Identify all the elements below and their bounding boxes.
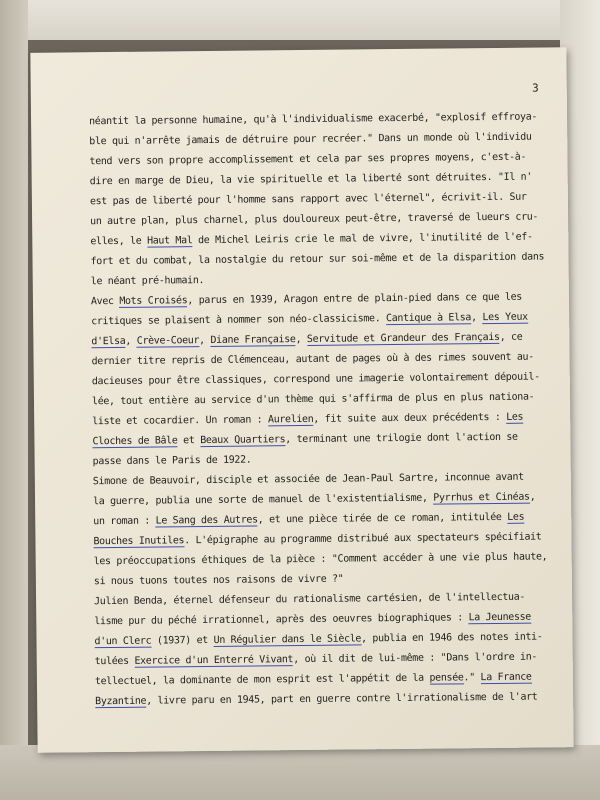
text-run: la guerre, publia une sorte de manuel de l'existentialisme, xyxy=(92,492,434,508)
text-run: les préoccupations éthiques de la pièce : "Comment accéder à une vie plus haute, xyxy=(93,551,548,568)
underlined-title: Cantique à Elsa xyxy=(385,312,472,325)
underlined-title: Servitude et Grandeur des Français xyxy=(306,331,500,345)
underlined-title: d'Elsa xyxy=(91,335,126,348)
text-run: , xyxy=(471,312,483,324)
underlined-title: Haut Mal xyxy=(146,235,193,247)
typed-page xyxy=(30,47,573,753)
underlined-title: Le Sang des Autres xyxy=(155,514,258,527)
underlined-title: Les Yeux xyxy=(482,311,528,324)
text-run: un autre plan, plus charnel, plus douloureux peut-être, traversé de lueurs cru- xyxy=(90,211,539,228)
text-run: néantit la personne humaine, qu'à l'individualisme exacerbé, "explosif effroya- xyxy=(89,111,538,128)
text-run: tulées xyxy=(94,655,135,668)
text-run: elles, le xyxy=(90,235,148,248)
underlined-title: La France xyxy=(480,671,532,684)
text-run: (1937) et xyxy=(151,634,214,647)
underlined-title: Diane Française xyxy=(210,334,296,346)
text-run: dacieuses pour être classiques, correspond une imagerie volontairement dépouil- xyxy=(91,371,540,388)
text-run: , terminant une trilogie dont l'action se xyxy=(285,431,518,446)
text-run: dire en marge de Dieu, la vie spirituelle et la liberté sont détruites. "Il n' xyxy=(89,171,533,188)
text-run: est pas de liberté pour l'homme sans rapport avec l'éternel", écrivit-il. Sur xyxy=(89,191,527,208)
text-run: un roman : xyxy=(93,515,156,528)
background-surface-bottom xyxy=(0,745,600,800)
text-run: tellectuel, la dominante de mon esprit est l'appétit de la xyxy=(94,672,430,688)
text-run: ble qui n'arrête jamais de détruire pour recréer." Dans un monde où l'individu xyxy=(89,131,532,148)
text-run: fort et du combat, la nostalgie du retour sur soi-même et de la disparition dans xyxy=(90,251,545,268)
background-surface-left xyxy=(0,0,28,800)
text-run: Avec xyxy=(90,295,120,308)
text-run: . L'épigraphe au programme distribué aux spectateurs spécifiait xyxy=(184,531,542,547)
background-surface-top xyxy=(0,0,600,40)
underlined-title: Exercice d'un Enterré Vivant xyxy=(134,654,294,667)
paragraph xyxy=(93,467,564,592)
text-run: , fit suite aux deux précédents : xyxy=(313,411,507,425)
text-run: et xyxy=(177,435,201,447)
paragraph xyxy=(91,287,563,472)
text-run: Julien Benda, éternel défenseur du rationalisme cartésien, de l'intellectua- xyxy=(94,591,526,608)
text-run: , ce xyxy=(499,331,523,343)
text-run: tend vers son propre accomplissement et cela par ses propres moyens, c'est-à- xyxy=(89,151,527,168)
underlined-title: La Jeunesse xyxy=(468,611,531,624)
text-run: ." xyxy=(463,672,481,684)
text-run: lisme pur du péché irrationnel, après des oeuvres biographiques : xyxy=(94,612,469,628)
underlined-title: Aurelien xyxy=(267,413,314,426)
text-run: , xyxy=(199,334,211,347)
text-line xyxy=(95,687,565,712)
text-run: , parus en 1939, Aragon entre de plain-pied dans ce que les xyxy=(187,291,522,307)
underlined-title: Pyrrhus et Cinéas xyxy=(433,491,530,504)
paragraph xyxy=(89,107,561,292)
text-run: lée, tout entière au service d'un thème qui s'affirma de plus en plus nationa- xyxy=(91,391,535,408)
underlined-title: Byzantine xyxy=(95,695,147,708)
underlined-title: Les xyxy=(506,411,524,423)
body-text xyxy=(89,107,565,712)
text-run: , xyxy=(529,491,536,503)
text-run: , xyxy=(125,335,137,347)
page-number: 3 xyxy=(532,81,539,95)
text-run: , xyxy=(295,333,307,346)
text-run: le néant pré-humain. xyxy=(90,275,205,288)
underlined-title: Beaux Quartiers xyxy=(200,434,286,447)
underlined-title: Crève-Coeur xyxy=(136,335,200,347)
underlined-title: Cloches de Bâle xyxy=(92,435,178,448)
underlined-title: Mots Croisés xyxy=(119,295,188,307)
text-run: , publia en 1946 des notes inti- xyxy=(360,631,543,645)
underlined-title: d'un Clerc xyxy=(94,635,152,648)
underlined-title: Un Régulier dans le Siècle xyxy=(213,633,362,646)
text-run: Simone de Beauvoir, disciple et associée de Jean-Paul Sartre, inconnue avant xyxy=(92,471,524,488)
text-run: dernier titre repris de Clémenceau, autant de pages où à des rimes souvent au- xyxy=(91,351,534,368)
text-run: passe dans le Paris de 1922. xyxy=(92,454,252,468)
text-run: , livre paru en 1945, part en guerre contre l'irrationalisme de l'art xyxy=(146,691,538,707)
text-run: de Michel Leiris crie le mal de vivre, l'inutilité de l'ef- xyxy=(192,231,533,247)
underlined-title: pensée xyxy=(429,672,464,684)
text-run: , où il dit de lui-même : "Dans l'ordre in- xyxy=(293,651,538,666)
underlined-title: Les xyxy=(507,511,525,523)
text-run: si nous tuons toutes nos raisons de vivre ?" xyxy=(93,573,344,588)
underlined-title: Bouches Inutiles xyxy=(93,535,185,548)
text-run: critiques se plaisent à nommer son néo-classicisme. xyxy=(91,313,387,328)
text-run: , et une pièce tirée de ce roman, intitulée xyxy=(257,511,508,526)
paragraph xyxy=(94,587,565,712)
text-run: liste et cocardier. Un roman : xyxy=(92,414,269,428)
